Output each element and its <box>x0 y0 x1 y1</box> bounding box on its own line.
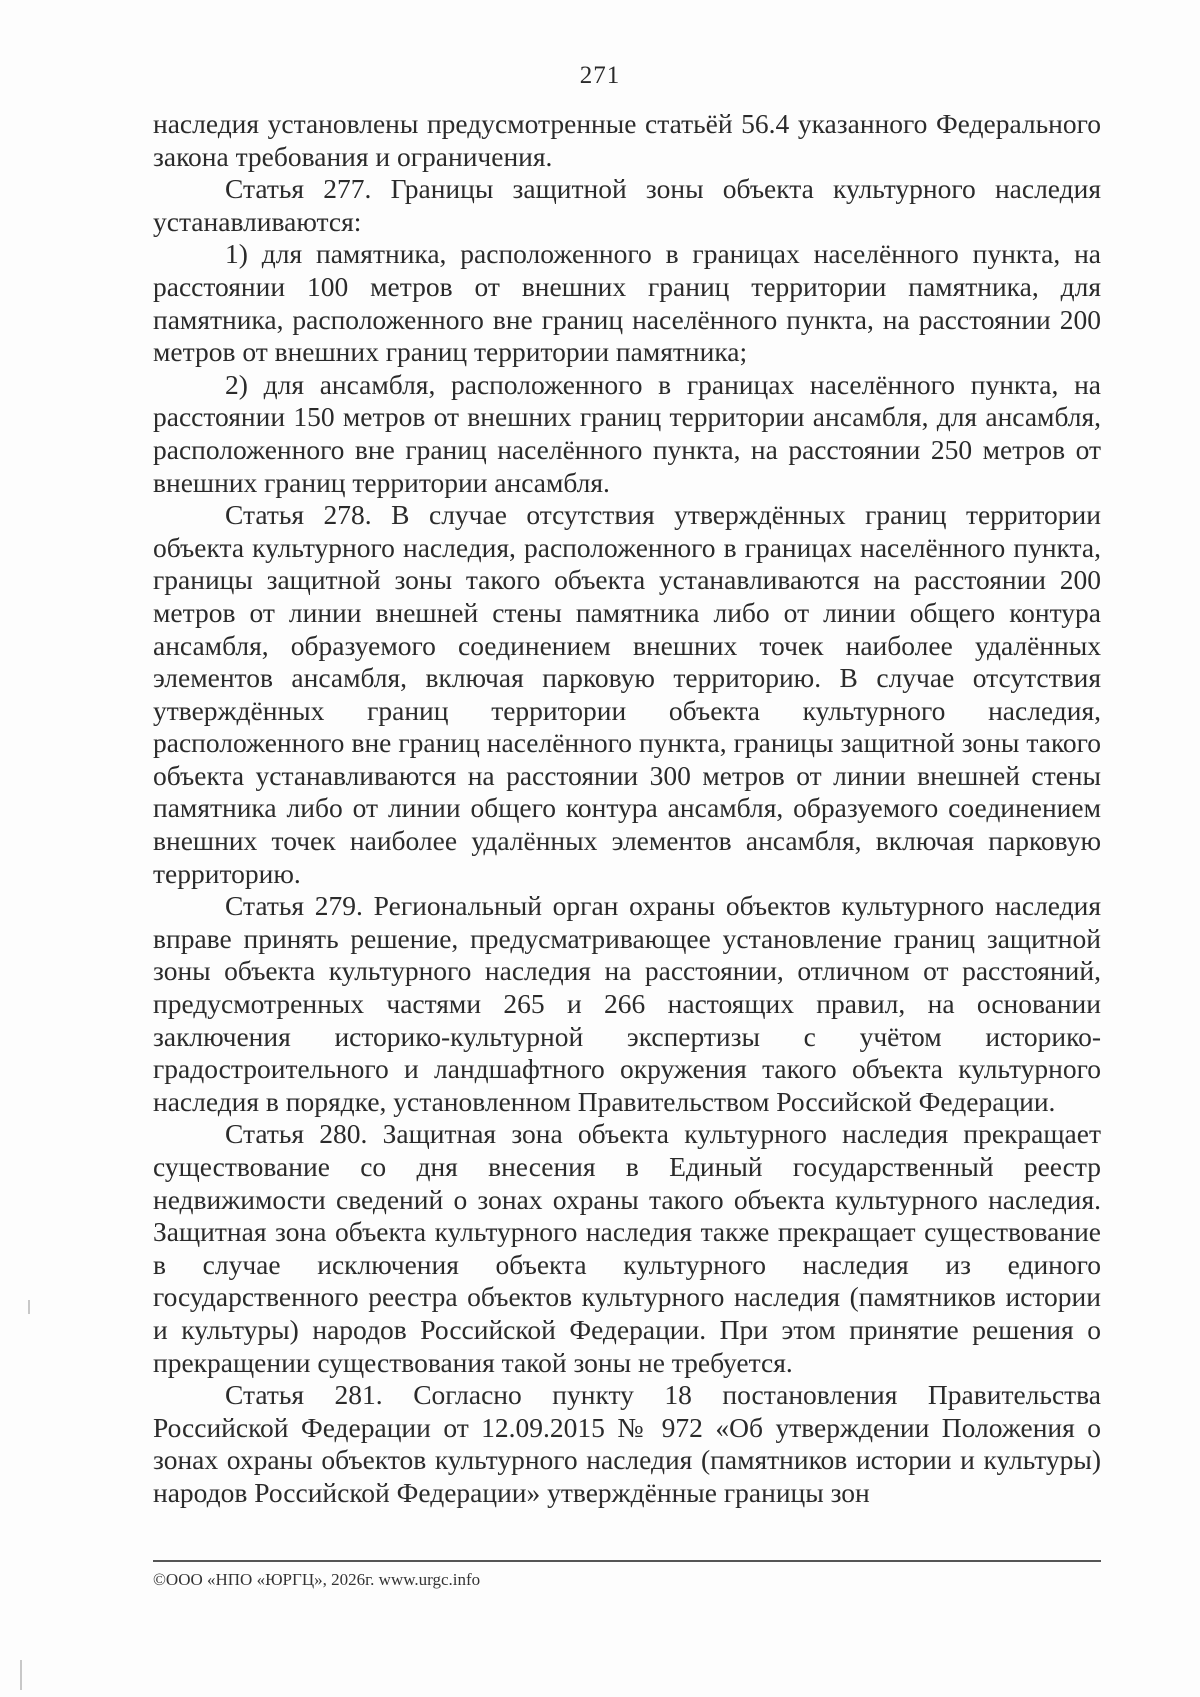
page-number: 271 <box>579 62 621 89</box>
paragraph-article-279: Статья 279. Региональный орган охраны объектов культурного наследия вправе принять решение, предусматривающее установление границ защитной зоны объекта культурного наследия на расстоянии, отличном от расстояний, предусмотренных частями 265 и 266 настоящих правил, на основании заключения историко-культурной экспертизы с учётом историко-градостроительного и ландшафтного окружения такого объекта культурного наследия в порядке, установленном Правительством Российской Федерации. <box>153 890 1101 1117</box>
scan-artifact <box>28 1300 30 1314</box>
footer-divider <box>153 1560 1101 1562</box>
paragraph-article-277-item-1: 1) для памятника, расположенного в границах населённого пункта, на расстоянии 100 метров от внешних границ территории памятника, для памятника, расположенного вне границ населённого пункта, на расстоянии 200 метров от внешних границ территории памятника; <box>153 238 1101 368</box>
paragraph-continuation: наследия установлены предусмотренные статьёй 56.4 указанного Федерального закона требования и ограничения. <box>153 108 1101 172</box>
paragraph-article-280: Статья 280. Защитная зона объекта культурного наследия прекращает существование со дня внесения в Единый государственный реестр недвижимости сведений о зонах охраны такого объекта культурного наследия. Защитная зона объекта культурного наследия также прекращает существование в случае исключения объекта культурного наследия из единого государственного реестра объектов культурного наследия (памятников истории и культуры) народов Российской Федерации. При этом принятие решения о прекращении существования такой зоны не требуется. <box>153 1118 1101 1378</box>
scan-artifact <box>20 1660 22 1690</box>
paragraph-article-277-item-2: 2) для ансамбля, расположенного в границах населённого пункта, на расстоянии 150 метров от внешних границ территории ансамбля, для ансамбля, расположенного вне границ населённого пункта, на расстоянии 250 метров от внешних границ территории ансамбля. <box>153 368 1101 498</box>
footer-copyright: ©ООО «НПО «ЮРГЦ», 2026г. www.urgc.info <box>153 1570 481 1589</box>
paragraph-article-278: Статья 278. В случае отсутствия утверждённых границ территории объекта культурного наследия, расположенного в границах населённого пункта, границы защитной зоны такого объекта устанавливаются на расстоянии 200 метров от линии внешней стены памятника либо от линии общего контура ансамбля, образуемого соединением внешних точек наиболее удалённых элементов ансамбля, включая парковую территорию. В случае отсутствия утверждённых границ территории объекта культурного наследия, расположенного вне границ населённого пункта, границы защитной зоны такого объекта устанавливаются на расстоянии 300 метров от линии внешней стены памятника либо от линии общего контура ансамбля, образуемого соединением внешних точек наиболее удалённых элементов ансамбля, включая парковую территорию. <box>153 499 1101 889</box>
document-body <box>153 108 1101 1510</box>
paragraph-article-277: Статья 277. Границы защитной зоны объекта культурного наследия устанавливаются: <box>153 173 1101 237</box>
paragraph-article-281: Статья 281. Согласно пункту 18 постановления Правительства Российской Федерации от 12.09.2015 № 972 «Об утверждении Положения о зонах охраны объектов культурного наследия (памятников истории и культуры) народов Российской Федерации» утверждённые границы зон <box>153 1379 1101 1508</box>
